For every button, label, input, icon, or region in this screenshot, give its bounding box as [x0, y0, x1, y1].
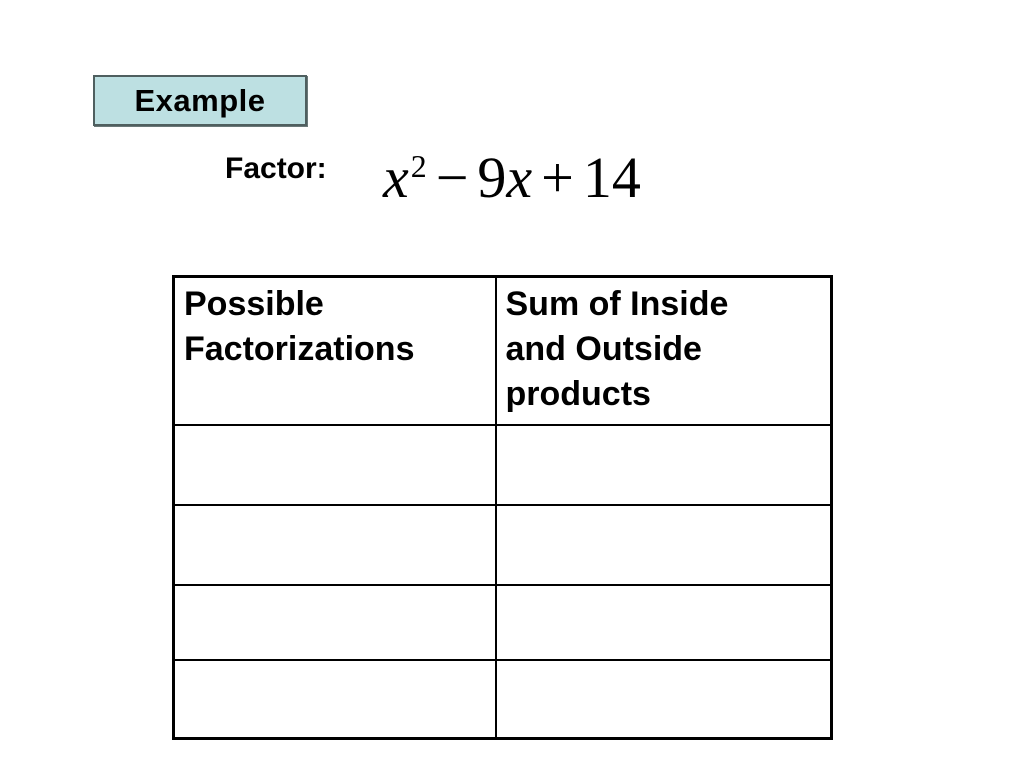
example-label-box	[93, 75, 307, 126]
table-cell-empty	[174, 505, 496, 585]
table-cell-empty	[496, 585, 832, 660]
expression-plus-sign: +	[541, 145, 574, 210]
example-label: Example	[134, 82, 266, 118]
expression-constant: 14	[582, 145, 641, 210]
header-possible-factorizations: Possible Factorizations	[174, 277, 496, 425]
table-row	[174, 425, 832, 505]
table-cell-empty	[496, 505, 832, 585]
table-cell-empty	[174, 585, 496, 660]
math-expression	[383, 146, 641, 210]
table-cell-empty	[174, 425, 496, 505]
table-row	[174, 660, 832, 739]
table-cell-empty	[496, 660, 832, 739]
expression-minus-sign: −	[435, 145, 469, 210]
table-header-row	[174, 277, 832, 425]
table-cell-empty	[174, 660, 496, 739]
table-row	[174, 585, 832, 660]
expression-exponent: 2	[410, 149, 427, 185]
expression-coefficient: 9	[477, 145, 507, 210]
table-cell-empty	[496, 425, 832, 505]
table-row	[174, 505, 832, 585]
expression-variable-2: x	[506, 145, 533, 210]
factorization-table	[172, 275, 833, 740]
header-sum-inside-outside-products: Sum of Inside and Outside products	[496, 277, 832, 425]
factor-label: Factor:	[225, 152, 327, 185]
expression-variable: x	[383, 145, 409, 210]
